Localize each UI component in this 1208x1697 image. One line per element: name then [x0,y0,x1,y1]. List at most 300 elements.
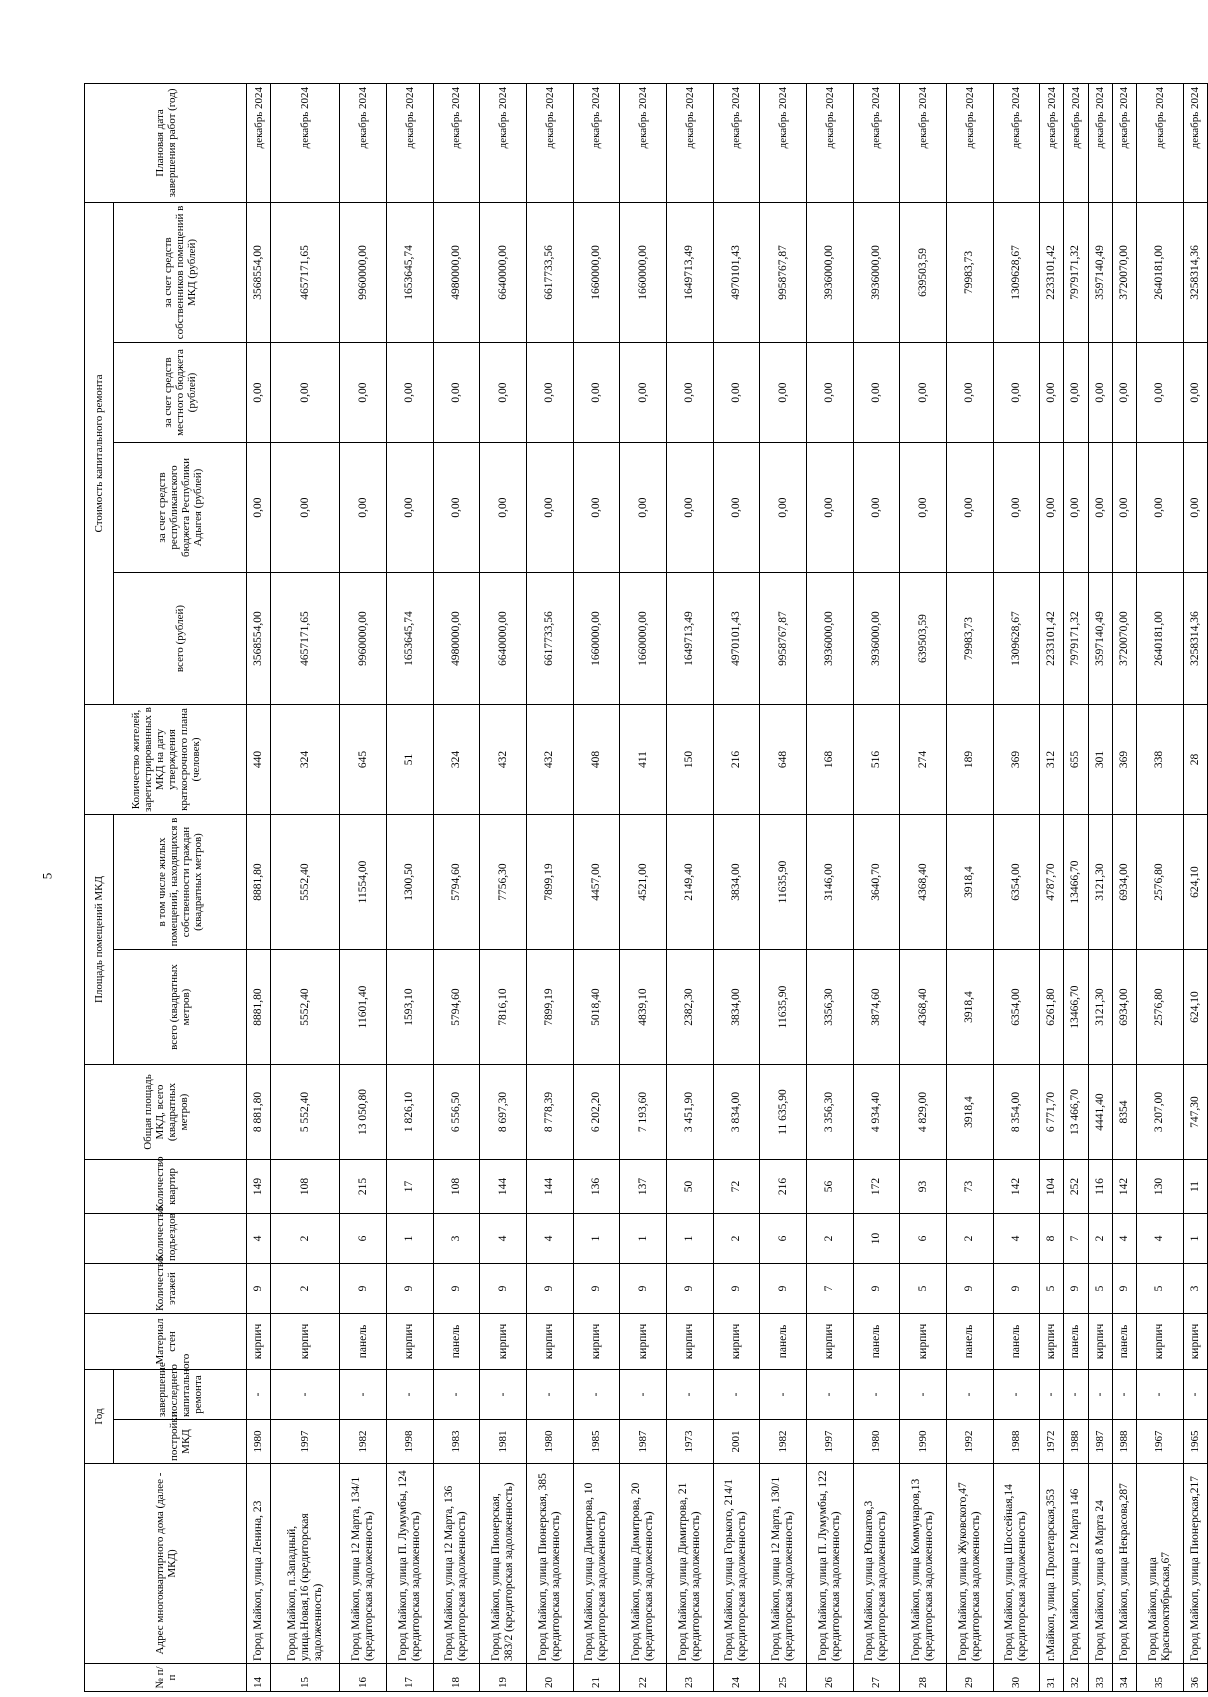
table-row [900,83,947,1691]
cell-cost-local: 0,00 [853,343,900,443]
header-cost-local: за счет средств местного бюджета (рублей) [114,343,247,443]
cell-floors: 2 [271,1264,340,1314]
cell-address: Город Майкоп, улица Коммунаров,13 (кредиторская задолженность) [900,1464,947,1664]
cell-cost-total: 1660000,00 [620,573,667,705]
cell-cost-owners: 7979171,32 [1064,202,1088,342]
cell-address: Город Майкоп, улица Юннатов,3 (кредиторская задолженность) [853,1464,900,1664]
cell-entrances: 6 [760,1214,807,1264]
cell-apartments: 93 [900,1160,947,1214]
cell-cost-total: 9958767,87 [760,573,807,705]
cell-entrances: 2 [713,1214,760,1264]
cell-cost-local: 0,00 [900,343,947,443]
cell-entrances: 2 [806,1214,853,1264]
cell-year-built: 1997 [806,1420,853,1464]
cell-row-number: 23 [666,1664,713,1692]
cell-total-area: 4 829,00 [900,1065,947,1160]
cell-premises-residential: 7756,30 [480,815,527,950]
cell-premises-total: 6934,00 [1112,950,1136,1065]
cell-row-number: 31 [1040,1664,1064,1692]
cell-last-repair: - [573,1370,620,1420]
cell-address: Город Майкоп, улица 12 Марта, 130/1 (кредиторская задолженность) [760,1464,807,1664]
cell-year-built: 1997 [271,1420,340,1464]
cell-entrances: 4 [480,1214,527,1264]
cell-cost-local: 0,00 [620,343,667,443]
cell-cost-republic: 0,00 [1040,443,1064,573]
cell-cost-local: 0,00 [1136,343,1183,443]
cell-cost-republic: 0,00 [340,443,387,573]
cell-floors: 3 [1183,1264,1207,1314]
cell-address: Город Майкоп, улица Пионерская,217 [1183,1464,1207,1664]
cell-wall-material: панель [946,1314,993,1370]
cell-apartments: 130 [1136,1160,1183,1214]
cell-cost-local: 0,00 [806,343,853,443]
cell-row-number: 35 [1136,1664,1183,1692]
cell-residents: 216 [713,705,760,815]
cell-premises-total: 2382,30 [666,950,713,1065]
cell-entrances: 4 [993,1214,1040,1264]
cell-row-number: 24 [713,1664,760,1692]
page-number: 5 [39,872,55,880]
table-row [433,83,480,1691]
cell-premises-residential: 4521,00 [620,815,667,950]
cell-cost-owners: 3936000,00 [853,202,900,342]
cell-cost-republic: 0,00 [900,443,947,573]
cell-premises-total: 5794,60 [433,950,480,1065]
cell-row-number: 16 [340,1664,387,1692]
cell-row-number: 14 [247,1664,271,1692]
cell-cost-total: 4980000,00 [433,573,480,705]
cell-entrances: 4 [247,1214,271,1264]
cell-year-built: 1988 [993,1420,1040,1464]
cell-row-number: 28 [900,1664,947,1692]
cell-premises-residential: 4457,00 [573,815,620,950]
cell-total-area: 747,30 [1183,1065,1207,1160]
cell-cost-owners: 9958767,87 [760,202,807,342]
cell-apartments: 216 [760,1160,807,1214]
cell-wall-material: кирпич [806,1314,853,1370]
cell-wall-material: панель [993,1314,1040,1370]
cell-floors: 5 [1088,1264,1112,1314]
cell-planned-date: декабрь 2024 [386,83,433,202]
cell-cost-total: 7979171,32 [1064,573,1088,705]
cell-premises-residential: 3146,00 [806,815,853,950]
cell-residents: 312 [1040,705,1064,815]
cell-floors: 9 [666,1264,713,1314]
header-year: Год [85,1370,114,1464]
cell-residents: 338 [1136,705,1183,815]
cell-premises-total: 3121,30 [1088,950,1112,1065]
cell-address: Город Майкоп, улица Ленина, 23 [247,1464,271,1664]
cell-row-number: 34 [1112,1664,1136,1692]
cell-floors: 9 [620,1264,667,1314]
cell-last-repair: - [1183,1370,1207,1420]
cell-entrances: 2 [271,1214,340,1264]
cell-cost-local: 0,00 [1183,343,1207,443]
cell-cost-local: 0,00 [247,343,271,443]
cell-apartments: 72 [713,1160,760,1214]
cell-total-area: 13 050,80 [340,1065,387,1160]
cell-apartments: 215 [340,1160,387,1214]
cell-row-number: 22 [620,1664,667,1692]
cell-cost-owners: 9960000,00 [340,202,387,342]
header-premises-area: Площадь помещений МКД [85,815,114,1065]
cell-row-number: 33 [1088,1664,1112,1692]
cell-apartments: 149 [247,1160,271,1214]
cell-cost-total: 1660000,00 [573,573,620,705]
cell-planned-date: декабрь 2024 [620,83,667,202]
cell-address: Город Майкоп, улица 8 Марта 24 [1088,1464,1112,1664]
table-row [760,83,807,1691]
cell-residents: 301 [1088,705,1112,815]
cell-cost-local: 0,00 [993,343,1040,443]
table-body [247,83,1208,1691]
cell-floors: 9 [1112,1264,1136,1314]
cell-residents: 648 [760,705,807,815]
cell-last-repair: - [271,1370,340,1420]
cell-last-repair: - [1064,1370,1088,1420]
cell-cost-owners: 4970101,43 [713,202,760,342]
cell-cost-owners: 1649713,49 [666,202,713,342]
cell-premises-total: 5552,40 [271,950,340,1065]
cell-premises-total: 3834,00 [713,950,760,1065]
cell-floors: 9 [946,1264,993,1314]
cell-residents: 150 [666,705,713,815]
cell-cost-total: 6617733,56 [526,573,573,705]
cell-planned-date: декабрь 2024 [340,83,387,202]
cell-floors: 9 [760,1264,807,1314]
cell-cost-republic: 0,00 [573,443,620,573]
cell-premises-residential: 3834,00 [713,815,760,950]
cell-premises-residential: 4787,70 [1040,815,1064,950]
header-cost-republic: за счет средств республиканского бюджета Республики Адыгея (рублей) [114,443,247,573]
cell-planned-date: декабрь 2024 [573,83,620,202]
cell-residents: 51 [386,705,433,815]
cell-last-repair: - [480,1370,527,1420]
cell-apartments: 252 [1064,1160,1088,1214]
cell-address: Город Майкоп, улица П. Лумумбы, 124 (кредиторская задолженность) [386,1464,433,1664]
cell-row-number: 26 [806,1664,853,1692]
cell-apartments: 108 [433,1160,480,1214]
cell-cost-republic: 0,00 [620,443,667,573]
capital-repair-table [84,83,1208,1692]
cell-planned-date: декабрь 2024 [1040,83,1064,202]
table-row [1088,83,1112,1691]
header-apartments: Количество квартир [85,1160,247,1214]
cell-year-built: 1981 [480,1420,527,1464]
cell-cost-republic: 0,00 [247,443,271,573]
cell-total-area: 8 354,00 [993,1065,1040,1160]
cell-entrances: 6 [340,1214,387,1264]
cell-cost-republic: 0,00 [1088,443,1112,573]
header-planned-date: Плановая дата завершения работ (год) [85,83,247,202]
cell-total-area: 7 193,60 [620,1065,667,1160]
cell-apartments: 172 [853,1160,900,1214]
header-address: Адрес многоквартирного дома (далее - МКД) [85,1464,247,1664]
cell-year-built: 1992 [946,1420,993,1464]
cell-premises-residential: 5552,40 [271,815,340,950]
cell-apartments: 56 [806,1160,853,1214]
cell-cost-republic: 0,00 [993,443,1040,573]
cell-floors: 5 [900,1264,947,1314]
cell-address: Город Майкоп, улица П. Лумумбы, 122 (кредиторская задолженность) [806,1464,853,1664]
cell-cost-local: 0,00 [433,343,480,443]
cell-address: Город Майкоп, улица Димитрова, 21 (кредиторская задолженность) [666,1464,713,1664]
cell-total-area: 8 697,30 [480,1065,527,1160]
table-row [853,83,900,1691]
cell-address: Город Майкоп, улица 12 Марта, 134/1 (кредиторская задолженность) [340,1464,387,1664]
cell-cost-owners: 79983,73 [946,202,993,342]
header-floors: Количество этажей [85,1264,247,1314]
cell-cost-total: 4657171,65 [271,573,340,705]
table-row [386,83,433,1691]
cell-last-repair: - [1136,1370,1183,1420]
cell-residents: 440 [247,705,271,815]
cell-last-repair: - [1088,1370,1112,1420]
cell-floors: 9 [1064,1264,1088,1314]
cell-wall-material: кирпич [900,1314,947,1370]
cell-apartments: 50 [666,1160,713,1214]
table-row [480,83,527,1691]
cell-entrances: 4 [1136,1214,1183,1264]
cell-wall-material: кирпич [386,1314,433,1370]
cell-last-repair: - [1040,1370,1064,1420]
header-total-area: Общая площадь МКД, всего (квадратных метров) [85,1065,247,1160]
cell-wall-material: кирпич [1183,1314,1207,1370]
cell-floors: 9 [386,1264,433,1314]
header-cost: Стоимость капитального ремонта [85,202,114,704]
cell-cost-total: 3720070,00 [1112,573,1136,705]
cell-address: Город Майкоп, улица Некрасова,287 [1112,1464,1136,1664]
cell-address: Город Майкоп, улица 12 Марта 146 [1064,1464,1088,1664]
cell-cost-total: 6640000,00 [480,573,527,705]
header-entrances: Количество подъездов [85,1214,247,1264]
cell-apartments: 116 [1088,1160,1112,1214]
cell-year-built: 1990 [900,1420,947,1464]
cell-residents: 408 [573,705,620,815]
cell-residents: 28 [1183,705,1207,815]
cell-year-built: 1973 [666,1420,713,1464]
header-year-last-repair: завершение последнего капитального ремонта [114,1370,247,1420]
rotated-page [84,84,1208,1692]
cell-year-built: 1982 [760,1420,807,1464]
cell-wall-material: кирпич [247,1314,271,1370]
cell-cost-owners: 1660000,00 [620,202,667,342]
cell-residents: 645 [340,705,387,815]
cell-residents: 369 [993,705,1040,815]
cell-cost-total: 3936000,00 [806,573,853,705]
cell-total-area: 8 881,80 [247,1065,271,1160]
cell-row-number: 19 [480,1664,527,1692]
cell-wall-material: панель [433,1314,480,1370]
cell-cost-total: 639503,59 [900,573,947,705]
cell-premises-total: 8881,80 [247,950,271,1065]
cell-total-area: 6 556,50 [433,1065,480,1160]
cell-residents: 168 [806,705,853,815]
cell-floors: 9 [526,1264,573,1314]
cell-apartments: 142 [1112,1160,1136,1214]
cell-residents: 274 [900,705,947,815]
cell-residents: 655 [1064,705,1088,815]
cell-cost-total: 2640181,00 [1136,573,1183,705]
cell-premises-residential: 5794,60 [433,815,480,950]
table-row [666,83,713,1691]
cell-planned-date: декабрь 2024 [666,83,713,202]
cell-premises-total: 4839,10 [620,950,667,1065]
header-premises-total: всего (квадратных метров) [114,950,247,1065]
cell-apartments: 144 [526,1160,573,1214]
cell-cost-owners: 1653645,74 [386,202,433,342]
cell-entrances: 3 [433,1214,480,1264]
cell-cost-total: 3597140,49 [1088,573,1112,705]
cell-planned-date: декабрь 2024 [946,83,993,202]
cell-planned-date: декабрь 2024 [713,83,760,202]
cell-entrances: 1 [620,1214,667,1264]
cell-address: Город Майкоп, улица Пионерская, 383/2 (кредиторская задолженность) [480,1464,527,1664]
cell-year-built: 1988 [1112,1420,1136,1464]
header-num: № п/п [85,1664,247,1692]
cell-year-built: 1965 [1183,1420,1207,1464]
header-row-2 [114,83,247,1691]
cell-cost-total: 4970101,43 [713,573,760,705]
cell-apartments: 73 [946,1160,993,1214]
cell-total-area: 3 356,30 [806,1065,853,1160]
cell-entrances: 2 [1088,1214,1112,1264]
cell-wall-material: панель [1064,1314,1088,1370]
cell-last-repair: - [620,1370,667,1420]
cell-premises-residential: 11635,90 [760,815,807,950]
cell-row-number: 15 [271,1664,340,1692]
cell-address: Город Майкоп, улица Димитрова, 10 (кредиторская задолженность) [573,1464,620,1664]
cell-floors: 9 [713,1264,760,1314]
cell-total-area: 3 451,90 [666,1065,713,1160]
cell-total-area: 4 934,40 [853,1065,900,1160]
cell-total-area: 5 552,40 [271,1065,340,1160]
cell-row-number: 25 [760,1664,807,1692]
cell-year-built: 1967 [1136,1420,1183,1464]
header-cost-total: всего (рублей) [114,573,247,705]
cell-planned-date: декабрь 2024 [1064,83,1088,202]
cell-premises-total: 3356,30 [806,950,853,1065]
cell-wall-material: кирпич [620,1314,667,1370]
cell-entrances: 2 [946,1214,993,1264]
cell-premises-residential: 7899,19 [526,815,573,950]
table-row [993,83,1040,1691]
cell-apartments: 104 [1040,1160,1064,1214]
cell-last-repair: - [433,1370,480,1420]
cell-planned-date: декабрь 2024 [806,83,853,202]
table-row [806,83,853,1691]
cell-residents: 324 [271,705,340,815]
cell-residents: 324 [433,705,480,815]
cell-last-repair: - [526,1370,573,1420]
cell-year-built: 1980 [526,1420,573,1464]
cell-cost-owners: 3568554,00 [247,202,271,342]
cell-cost-total: 1309628,67 [993,573,1040,705]
cell-entrances: 4 [526,1214,573,1264]
cell-premises-total: 4368,40 [900,950,947,1065]
cell-cost-total: 79983,73 [946,573,993,705]
cell-cost-owners: 2233101,42 [1040,202,1064,342]
cell-planned-date: декабрь 2024 [900,83,947,202]
cell-cost-local: 0,00 [573,343,620,443]
cell-premises-total: 11601,40 [340,950,387,1065]
table-row [1040,83,1064,1691]
cell-total-area: 1 826,10 [386,1065,433,1160]
cell-planned-date: декабрь 2024 [247,83,271,202]
cell-year-built: 1988 [1064,1420,1088,1464]
cell-residents: 189 [946,705,993,815]
cell-planned-date: декабрь 2024 [271,83,340,202]
cell-premises-total: 1593,10 [386,950,433,1065]
cell-apartments: 108 [271,1160,340,1214]
cell-residents: 432 [480,705,527,815]
cell-year-built: 1987 [620,1420,667,1464]
cell-premises-residential: 624,10 [1183,815,1207,950]
cell-cost-republic: 0,00 [271,443,340,573]
cell-year-built: 1982 [340,1420,387,1464]
cell-last-repair: - [806,1370,853,1420]
cell-floors: 9 [433,1264,480,1314]
cell-total-area: 3918,4 [946,1065,993,1160]
cell-row-number: 30 [993,1664,1040,1692]
cell-premises-total: 3874,60 [853,950,900,1065]
cell-last-repair: - [900,1370,947,1420]
cell-floors: 5 [1136,1264,1183,1314]
header-row-1 [85,83,114,1691]
cell-last-repair: - [1112,1370,1136,1420]
cell-premises-residential: 8881,80 [247,815,271,950]
cell-cost-total: 3568554,00 [247,573,271,705]
cell-address: Город Майкоп, улица Горького, 214/1 (кредиторская задолженность) [713,1464,760,1664]
cell-premises-residential: 11554,00 [340,815,387,950]
cell-cost-republic: 0,00 [853,443,900,573]
cell-address: г.Майкоп, улица .Пролетарская,353 [1040,1464,1064,1664]
cell-wall-material: кирпич [573,1314,620,1370]
table-row [1183,83,1207,1691]
cell-entrances: 1 [666,1214,713,1264]
cell-row-number: 17 [386,1664,433,1692]
table-row [946,83,993,1691]
cell-cost-republic: 0,00 [526,443,573,573]
cell-wall-material: панель [1112,1314,1136,1370]
cell-premises-total: 11635,90 [760,950,807,1065]
cell-wall-material: кирпич [480,1314,527,1370]
cell-total-area: 8 778,39 [526,1065,573,1160]
cell-row-number: 21 [573,1664,620,1692]
cell-cost-republic: 0,00 [1183,443,1207,573]
cell-cost-total: 2233101,42 [1040,573,1064,705]
cell-premises-residential: 6354,00 [993,815,1040,950]
cell-premises-total: 6354,00 [993,950,1040,1065]
cell-planned-date: декабрь 2024 [1183,83,1207,202]
cell-cost-republic: 0,00 [666,443,713,573]
cell-entrances: 7 [1064,1214,1088,1264]
cell-cost-republic: 0,00 [713,443,760,573]
table-row [1112,83,1136,1691]
cell-last-repair: - [946,1370,993,1420]
cell-floors: 9 [993,1264,1040,1314]
header-wall-material: Материал стен [85,1314,247,1370]
cell-last-repair: - [713,1370,760,1420]
cell-cost-local: 0,00 [526,343,573,443]
cell-cost-local: 0,00 [480,343,527,443]
cell-year-built: 1987 [1088,1420,1112,1464]
cell-row-number: 18 [433,1664,480,1692]
cell-premises-residential: 3918,4 [946,815,993,950]
cell-apartments: 137 [620,1160,667,1214]
cell-cost-owners: 4980000,00 [433,202,480,342]
cell-total-area: 13 466,70 [1064,1065,1088,1160]
